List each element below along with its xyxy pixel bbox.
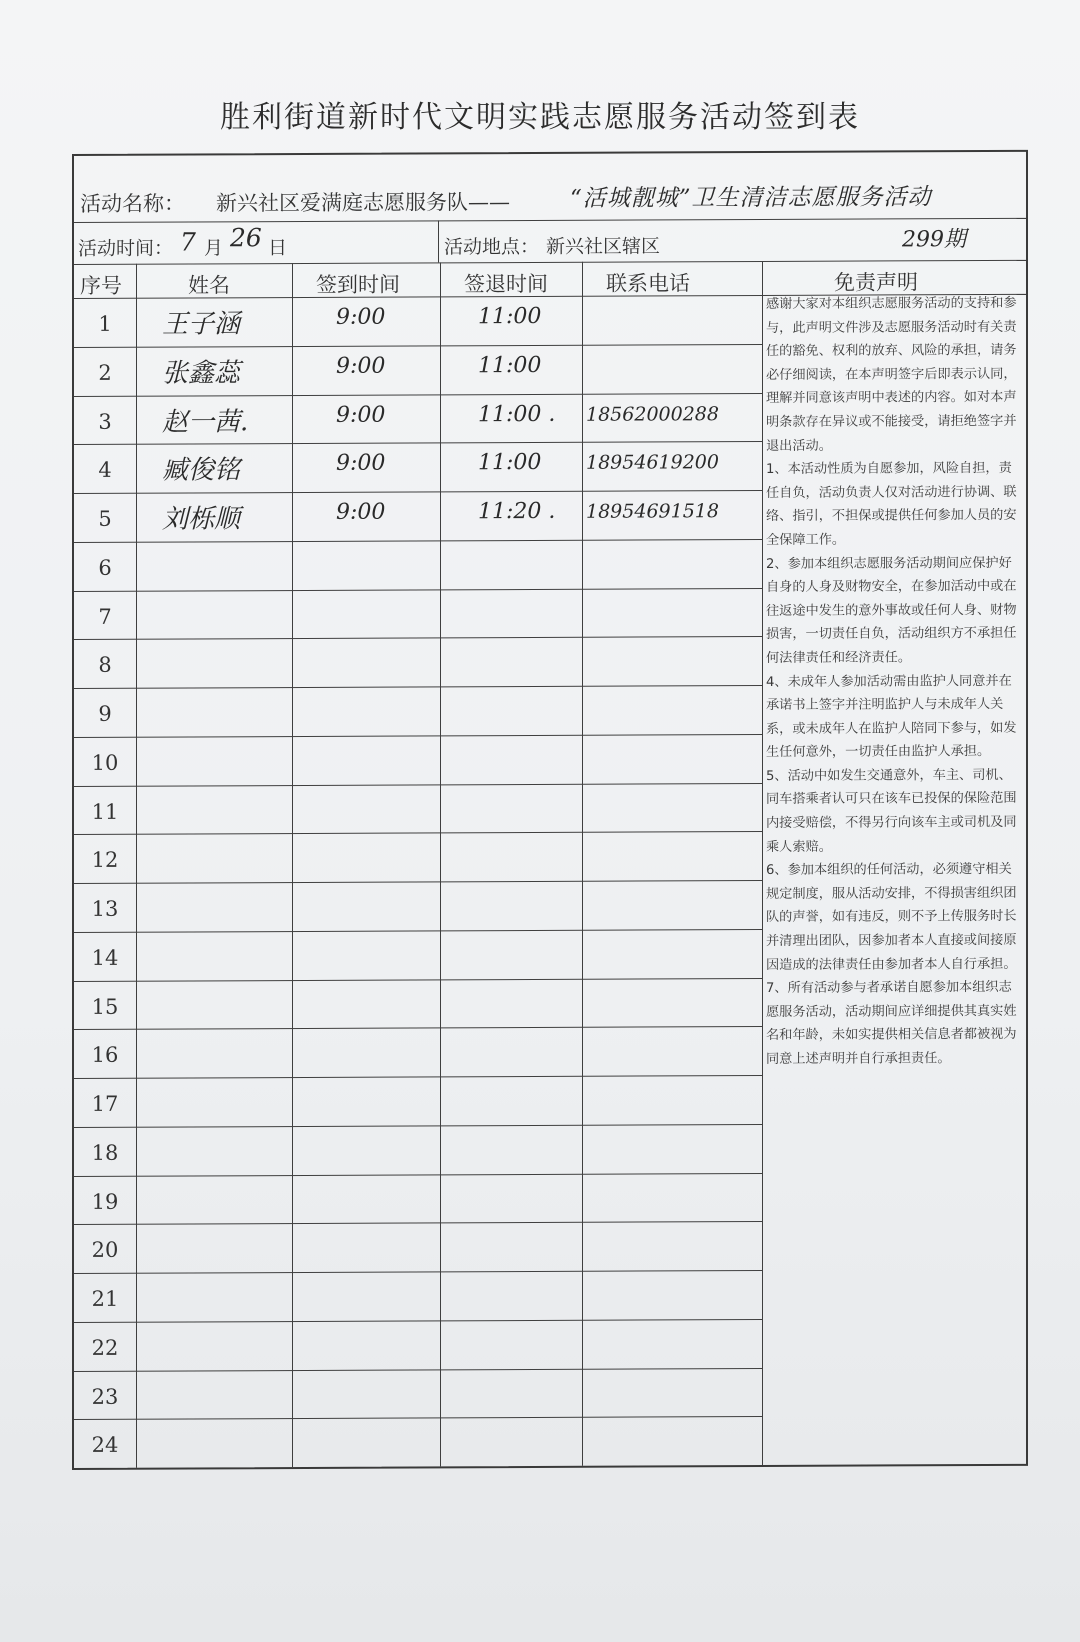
activity-day-handwritten: 26 bbox=[230, 223, 262, 253]
row-number: 7 bbox=[98, 604, 112, 629]
activity-name-value: 新兴社区爱满庭志愿服务队—— bbox=[216, 190, 510, 216]
row-number: 9 bbox=[98, 701, 112, 726]
row-number: 10 bbox=[91, 750, 119, 775]
row-phone-handwritten: 18954619200 bbox=[586, 451, 719, 475]
row-divider bbox=[74, 782, 762, 786]
row-divider bbox=[74, 344, 762, 348]
row-number: 4 bbox=[98, 458, 112, 483]
activity-place-label: 活动地点： bbox=[444, 235, 540, 259]
row-divider bbox=[74, 1270, 762, 1274]
row-divider bbox=[74, 441, 762, 445]
row-number: 8 bbox=[98, 653, 112, 678]
row-divider bbox=[74, 539, 762, 543]
row-name-handwritten: 刘栎顺 bbox=[162, 504, 241, 535]
row-divider bbox=[74, 1319, 762, 1323]
row-number: 23 bbox=[91, 1384, 119, 1409]
activity-name-handwritten: “活城靓城”卫生清洁志愿服务活动 bbox=[570, 184, 932, 212]
row-number: 24 bbox=[91, 1433, 119, 1458]
activity-place-value: 新兴社区辖区 bbox=[546, 235, 661, 258]
header-checkout: 签退时间 bbox=[464, 271, 548, 297]
row-divider bbox=[74, 685, 762, 689]
disclaimer-paragraph: 5、活动中如发生交通意外，车主、司机、同车搭乘者认可只在该车已投保的保险范围内接受赔偿，不得另行向该车主或司机及同乘人索赔。 bbox=[766, 767, 1017, 855]
signin-sheet bbox=[72, 150, 1028, 1470]
row-checkout-handwritten: 11:00 . bbox=[478, 401, 556, 427]
row-number: 2 bbox=[98, 360, 112, 385]
disclaimer-paragraph: 感谢大家对本组织志愿服务活动的支持和参与，此声明文件涉及志愿服务活动时有关责任的豁免、权利的放弃、风险的承担，请务必仔细阅读，在本声明签字后即表示认同，理解并同意该声明中表述的内容。如对本声明条款存在异议或不能接受，请拒绝签字并退出活动。 bbox=[766, 295, 1017, 454]
header-disclaimer: 免责声明 bbox=[834, 270, 918, 295]
row-divider bbox=[74, 1172, 762, 1176]
row-number: 20 bbox=[91, 1238, 119, 1263]
disclaimer-paragraph: 4、未成年人参加活动需由监护人同意并在承诺书上签字并注明监护人与未成年人关系，或未成年人在监护人陪同下参与，如发生任何意外，一切责任由监护人承担。 bbox=[766, 673, 1017, 761]
activity-time-label: 活动时间： bbox=[78, 237, 174, 260]
page-title: 胜利街道新时代文明实践志愿服务活动签到表 bbox=[220, 100, 860, 135]
row-divider bbox=[74, 929, 762, 933]
row-number: 3 bbox=[98, 409, 112, 434]
row-number: 6 bbox=[98, 555, 112, 580]
row-number: 15 bbox=[91, 994, 119, 1019]
row-checkin-handwritten: 9:00 bbox=[336, 304, 386, 330]
activity-day-unit: 日 bbox=[268, 237, 288, 260]
row-divider bbox=[74, 977, 762, 981]
row-divider bbox=[74, 490, 762, 494]
activity-month-handwritten: 7 bbox=[180, 227, 196, 257]
row-checkout-handwritten: 11:00 bbox=[478, 303, 542, 330]
row-checkout-handwritten: 11:20 . bbox=[478, 498, 556, 525]
row-checkin-handwritten: 9:00 bbox=[336, 402, 386, 428]
disclaimer-text bbox=[766, 292, 1022, 1072]
row-divider bbox=[74, 734, 762, 738]
row-number: 11 bbox=[91, 799, 119, 824]
header-name: 姓名 bbox=[188, 273, 230, 298]
row-number: 14 bbox=[91, 945, 119, 970]
row-checkout-handwritten: 11:00 bbox=[478, 450, 542, 476]
header-seq: 序号 bbox=[80, 273, 122, 298]
row-phone-handwritten: 18954691518 bbox=[586, 500, 719, 523]
row-divider bbox=[74, 636, 762, 640]
row-number: 1 bbox=[98, 311, 112, 336]
row-number: 17 bbox=[91, 1091, 119, 1116]
row-number: 18 bbox=[91, 1140, 119, 1165]
row-number: 21 bbox=[91, 1286, 119, 1311]
row-name-handwritten: 张鑫蕊 bbox=[162, 358, 241, 389]
row-divider bbox=[74, 1075, 762, 1079]
header-checkin: 签到时间 bbox=[316, 272, 400, 297]
row-checkin-handwritten: 9:00 bbox=[336, 499, 386, 525]
row-number: 16 bbox=[91, 1043, 119, 1068]
row-divider bbox=[74, 587, 762, 591]
col-divider-phone bbox=[762, 261, 763, 1465]
time-place-divider bbox=[438, 220, 439, 262]
row-divider bbox=[74, 1367, 762, 1371]
row-name-handwritten: 臧俊铭 bbox=[162, 455, 241, 486]
row-phone-handwritten: 18562000288 bbox=[586, 402, 719, 426]
row-checkin-handwritten: 9:00 bbox=[336, 353, 386, 379]
row-number: 5 bbox=[98, 506, 112, 531]
header-divider-1 bbox=[74, 218, 1026, 223]
issue-number-handwritten: 299期 bbox=[902, 227, 966, 253]
row-divider bbox=[74, 831, 762, 835]
row-number: 13 bbox=[91, 896, 119, 921]
row-divider bbox=[74, 1124, 762, 1128]
row-name-handwritten: 王子涵 bbox=[162, 309, 241, 340]
disclaimer-paragraph: 1、本活动性质为自愿参加，风险自担，责任自负，活动负责人仅对活动进行协调、联络、指引，不担保或提供任何参加人员的安全保障工作。 bbox=[766, 461, 1017, 548]
header-divider-2 bbox=[74, 260, 1026, 265]
row-number: 22 bbox=[91, 1335, 119, 1360]
row-number: 19 bbox=[91, 1189, 119, 1214]
row-divider bbox=[74, 1221, 762, 1225]
header-phone: 联系电话 bbox=[606, 271, 690, 296]
disclaimer-paragraph: 7、所有活动参与者承诺自愿参加本组织志愿服务活动，活动期间应详细提供其真实姓名和年龄，未如实提供相关信息者都被视为同意上述声明并自行承担责任。 bbox=[766, 980, 1017, 1067]
row-divider bbox=[74, 392, 762, 396]
disclaimer-paragraph: 2、参加本组织志愿服务活动期间应保护好自身的人身及财物安全，在参加活动中或在往返途中发生的意外事故或任何人身、财物损害，一切责任自负，活动组织方不承担任何法律责任和经济责任。 bbox=[766, 555, 1017, 666]
disclaimer-paragraph: 6、参加本组织的任何活动，必须遵守相关规定制度，服从活动安排，不得损害组织团队的声誉，如有违反，则不予上传服务时长并清理出团队，因参加者本人直接或间接原因造成的法律责任由参加者本人自行承担。 bbox=[766, 862, 1017, 973]
activity-month-unit: 月 bbox=[204, 237, 224, 260]
row-number: 12 bbox=[91, 848, 119, 873]
row-divider bbox=[74, 1416, 762, 1420]
row-checkout-handwritten: 11:00 bbox=[478, 352, 542, 378]
activity-name-label: 活动名称： bbox=[80, 191, 185, 216]
row-name-handwritten: 赵一茜. bbox=[162, 406, 249, 438]
row-divider bbox=[74, 880, 762, 884]
row-checkin-handwritten: 9:00 bbox=[336, 450, 386, 477]
row-divider bbox=[74, 1026, 762, 1030]
